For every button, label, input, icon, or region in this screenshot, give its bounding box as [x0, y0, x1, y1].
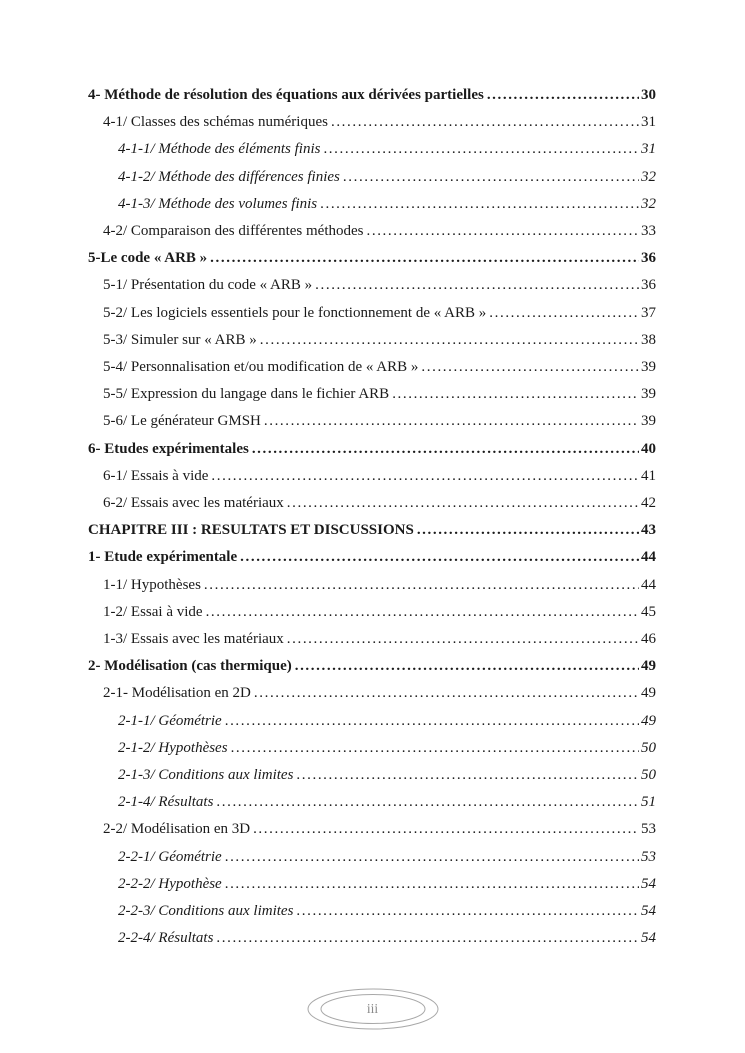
toc-entry-label: 5-3/ Simuler sur « ARB » [103, 331, 257, 348]
toc-entry-page: 43 [641, 522, 656, 539]
dot-leader [211, 463, 639, 490]
toc-entry-label: 5-5/ Expression du langage dans le fichier ARB [103, 386, 390, 403]
toc-entry [88, 164, 656, 191]
toc-entry-label: 4- Méthode de résolution des équations aux dérivées partielles [88, 87, 484, 103]
dot-leader [315, 272, 639, 299]
toc-entry-page: 41 [641, 467, 656, 484]
toc-entry-label: 4-1-1/ Méthode des éléments finis [118, 141, 321, 158]
dot-leader [392, 381, 639, 408]
toc-entry-page: 53 [641, 821, 656, 838]
dot-leader [253, 816, 639, 843]
toc-entry-label: 2-2-3/ Conditions aux limites [118, 903, 294, 920]
toc-entry [88, 680, 656, 707]
toc-entry-page: 42 [641, 495, 656, 512]
toc-entry-label: 2-1- Modélisation en 2D [103, 685, 251, 702]
toc-entry-label: 2-2-4/ Résultats [118, 930, 214, 947]
toc-entry [88, 463, 656, 490]
toc-entry-page: 39 [641, 386, 656, 403]
toc-entry-label: CHAPITRE III : RESULTATS ET DISCUSSIONS [88, 522, 414, 539]
toc-entry-label: 6-1/ Essais à vide [103, 467, 209, 484]
dot-leader [210, 245, 639, 272]
toc-entry-page: 38 [641, 331, 656, 348]
toc-entry-label: 6-2/ Essais avec les matériaux [103, 495, 284, 512]
dot-leader [264, 408, 639, 435]
toc-entry [88, 816, 656, 843]
toc-entry-label: 4-1/ Classes des schémas numériques [103, 114, 328, 131]
toc-entry [88, 708, 656, 735]
toc-entry [88, 844, 656, 871]
toc-entry [88, 599, 656, 626]
toc-entry [88, 245, 656, 272]
toc-entry [88, 871, 656, 898]
toc-entry-page: 31 [641, 141, 656, 158]
footer-page-ornament [303, 986, 443, 1032]
toc-entry [88, 218, 656, 245]
toc-entry [88, 789, 656, 816]
toc-entry-page: 49 [641, 712, 656, 729]
dot-leader [295, 653, 639, 680]
toc-entry [88, 925, 656, 952]
dot-leader [421, 354, 639, 381]
toc-entry [88, 82, 656, 109]
toc-entry [88, 272, 656, 299]
dot-leader [287, 490, 639, 517]
dot-leader [323, 136, 639, 163]
toc-entry-label: 1-3/ Essais avec les matériaux [103, 631, 284, 648]
toc-entry-page: 54 [641, 903, 656, 920]
toc-entry-label: 5-2/ Les logiciels essentiels pour le fonctionnement de « ARB » [103, 304, 487, 321]
dot-leader [225, 871, 639, 898]
dot-leader [296, 898, 639, 925]
dot-leader [331, 109, 639, 136]
dot-leader [260, 327, 639, 354]
toc-entry [88, 898, 656, 925]
toc-entry [88, 517, 656, 544]
toc-entry-page: 37 [641, 304, 656, 321]
toc-entry [88, 735, 656, 762]
toc-entry-page: 40 [641, 440, 656, 457]
toc-entry [88, 762, 656, 789]
dot-leader [254, 680, 639, 707]
toc-entry-page: 31 [641, 114, 656, 131]
dot-leader [231, 735, 639, 762]
toc-entry-label: 2-2/ Modélisation en 3D [103, 821, 251, 838]
toc-entry-label: 2-2-2/ Hypothèse [118, 875, 222, 892]
toc-list [88, 82, 656, 953]
dot-leader [204, 572, 639, 599]
toc-entry-page: 32 [641, 168, 656, 185]
toc-entry-label: 2-1-2/ Hypothèses [118, 739, 228, 756]
toc-entry-page: 39 [641, 413, 656, 430]
toc-entry-label: 2-2-1/ Géométrie [118, 848, 222, 865]
toc-entry-page: 49 [641, 685, 656, 702]
dot-leader [343, 164, 639, 191]
toc-entry-page: 36 [641, 250, 656, 267]
dot-leader [216, 789, 639, 816]
dot-leader [296, 762, 639, 789]
toc-entry-label: 6- Etudes expérimentales [88, 440, 249, 457]
toc-entry-label: 1- Etude expérimentale [88, 549, 238, 566]
toc-entry-page: 44 [641, 549, 656, 566]
toc-entry [88, 381, 656, 408]
toc-entry [88, 327, 656, 354]
toc-entry-page: 50 [641, 767, 656, 784]
toc-entry [88, 490, 656, 517]
toc-entry-label: 5-6/ Le générateur GMSH [103, 413, 261, 430]
dot-leader [417, 517, 639, 544]
toc-entry [88, 408, 656, 435]
toc-entry-label: 2-1-4/ Résultats [118, 794, 214, 811]
toc-entry-page: 53 [641, 848, 656, 865]
dot-leader [287, 626, 639, 653]
toc-entry [88, 191, 656, 218]
dot-leader [320, 191, 639, 218]
toc-entry [88, 544, 656, 571]
toc-entry [88, 436, 656, 463]
toc-entry-page: 51 [641, 794, 656, 811]
toc-entry-label: 5-Le code « ARB » [88, 250, 208, 267]
toc-entry-label: 2-1-3/ Conditions aux limites [118, 767, 294, 784]
toc-entry-page: 39 [641, 359, 656, 376]
toc-entry-page: 54 [641, 930, 656, 947]
dot-leader [367, 218, 640, 245]
toc-entry-label: 4-2/ Comparaison des différentes méthodes [103, 223, 364, 240]
toc-entry-label: 4-1-3/ Méthode des volumes finis [118, 195, 318, 212]
dot-leader [216, 925, 639, 952]
toc-entry-label: 2-1-1/ Géométrie [118, 712, 222, 729]
dot-leader [487, 82, 639, 109]
toc-entry-page: 32 [641, 195, 656, 212]
toc-entry [88, 572, 656, 599]
toc-entry-page: 49 [641, 658, 656, 675]
footer-page-number: iii [366, 1001, 379, 1016]
toc-entry-page: 33 [641, 223, 656, 240]
toc-entry-label: 5-4/ Personnalisation et/ou modification de « ARB » [103, 359, 419, 376]
toc-entry-page: 44 [641, 576, 656, 593]
toc-entry-label: 4-1-2/ Méthode des différences finies [118, 168, 340, 185]
toc-entry-label: 2- Modélisation (cas thermique) [88, 658, 292, 675]
toc-entry [88, 136, 656, 163]
toc-entry-label: 1-2/ Essai à vide [103, 603, 203, 620]
toc-entry [88, 109, 656, 136]
dot-leader [489, 300, 639, 327]
dot-leader [240, 544, 639, 571]
dot-leader [225, 844, 639, 871]
toc-entry-page: 50 [641, 739, 656, 756]
toc-entry-label: 1-1/ Hypothèses [103, 576, 201, 593]
toc-entry [88, 300, 656, 327]
toc-entry-page: 30 [641, 87, 656, 103]
toc-entry [88, 626, 656, 653]
toc-entry-page: 45 [641, 603, 656, 620]
toc-entry-page: 46 [641, 631, 656, 648]
dot-leader [252, 436, 639, 463]
toc-entry-page: 54 [641, 875, 656, 892]
toc-entry-page: 36 [641, 277, 656, 294]
toc-entry [88, 354, 656, 381]
toc-entry [88, 653, 656, 680]
toc-entry-label: 5-1/ Présentation du code « ARB » [103, 277, 313, 294]
dot-leader [225, 708, 639, 735]
dot-leader [206, 599, 639, 626]
